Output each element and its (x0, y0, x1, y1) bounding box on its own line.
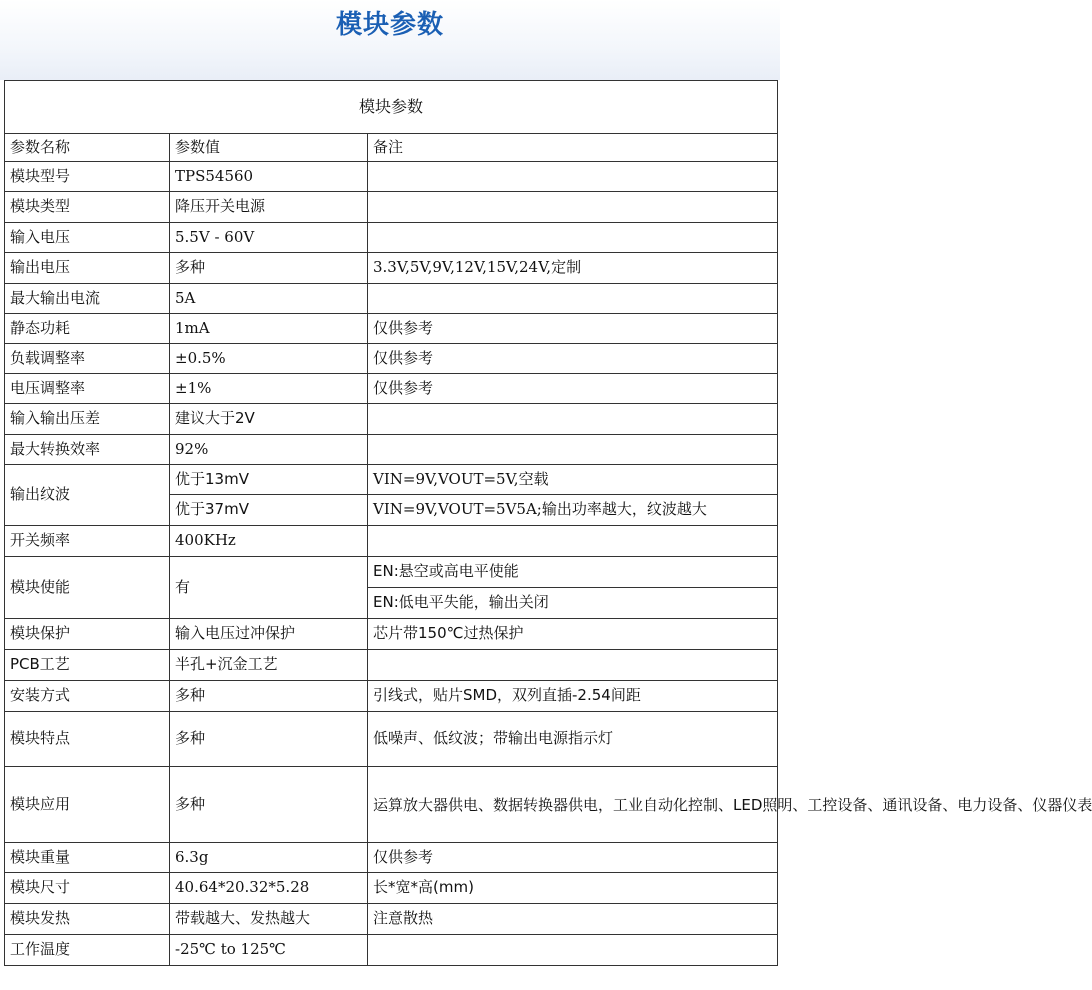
param-note (368, 284, 778, 314)
header-cell: 参数值 (170, 134, 368, 162)
param-note: 低噪声、低纹波；带输出电源指示灯 (368, 712, 778, 767)
param-name: 模块保护 (5, 619, 170, 650)
param-value: 带载越大、发热越大 (170, 904, 368, 935)
param-value: 400KHz (170, 526, 368, 557)
table-row (5, 557, 778, 588)
table-row (5, 767, 778, 843)
param-name: 模块尺寸 (5, 873, 170, 904)
param-name: 输出纹波 (5, 465, 170, 526)
param-note: EN:低电平失能，输出关闭 (368, 588, 778, 619)
table-row (5, 284, 778, 314)
table-row (5, 253, 778, 284)
table-row (5, 374, 778, 404)
param-value: ±0.5% (170, 344, 368, 374)
table-row (5, 435, 778, 465)
param-value: 92% (170, 435, 368, 465)
header-cell: 参数名称 (5, 134, 170, 162)
table-row (5, 650, 778, 681)
param-name: 模块发热 (5, 904, 170, 935)
param-name: PCB工艺 (5, 650, 170, 681)
param-value: 降压开关电源 (170, 192, 368, 223)
parameter-table (4, 80, 1092, 966)
table-row (5, 843, 778, 873)
param-value: 5.5V - 60V (170, 223, 368, 253)
param-note: 仅供参考 (368, 843, 778, 873)
param-name: 输入输出压差 (5, 404, 170, 435)
param-note: 长*宽*高(mm) (368, 873, 778, 904)
param-value: ±1% (170, 374, 368, 404)
param-note (368, 404, 778, 435)
param-value: 多种 (170, 712, 368, 767)
table-row (5, 223, 778, 253)
param-note (368, 192, 778, 223)
param-name: 电压调整率 (5, 374, 170, 404)
param-note (368, 526, 778, 557)
param-note (368, 223, 778, 253)
param-value: 半孔+沉金工艺 (170, 650, 368, 681)
param-name: 最大转换效率 (5, 435, 170, 465)
param-name: 模块型号 (5, 162, 170, 192)
page-header (0, 0, 780, 80)
table-row (5, 526, 778, 557)
param-note (368, 935, 778, 966)
param-value: 优于13mV (170, 465, 368, 495)
param-note: 引线式，贴片SMD，双列直插-2.54间距 (368, 681, 778, 712)
table-caption: 模块参数 (5, 81, 778, 134)
table-row (5, 404, 778, 435)
param-note: 芯片带150℃过热保护 (368, 619, 778, 650)
table-row (5, 904, 778, 935)
param-value: -25℃ to 125℃ (170, 935, 368, 966)
table-row (5, 162, 778, 192)
param-name: 模块重量 (5, 843, 170, 873)
param-note: EN:悬空或高电平使能 (368, 557, 778, 588)
table-row (5, 681, 778, 712)
table-row (5, 192, 778, 223)
param-name: 最大输出电流 (5, 284, 170, 314)
table-row (5, 314, 778, 344)
param-value: 6.3g (170, 843, 368, 873)
table-row (5, 873, 778, 904)
param-value: 多种 (170, 253, 368, 284)
param-note (368, 650, 778, 681)
param-name: 模块应用 (5, 767, 170, 843)
param-value: 多种 (170, 767, 368, 843)
param-note: 仅供参考 (368, 314, 778, 344)
param-note: VIN=9V,VOUT=5V,空载 (368, 465, 778, 495)
param-value: 5A (170, 284, 368, 314)
param-name: 模块使能 (5, 557, 170, 619)
param-name: 负载调整率 (5, 344, 170, 374)
param-name: 安装方式 (5, 681, 170, 712)
param-note (368, 162, 778, 192)
param-value: 多种 (170, 681, 368, 712)
param-value: 优于37mV (170, 495, 368, 526)
header-row (5, 134, 778, 162)
param-name: 模块类型 (5, 192, 170, 223)
param-name: 静态功耗 (5, 314, 170, 344)
param-value: 1mA (170, 314, 368, 344)
param-value: 40.64*20.32*5.28 (170, 873, 368, 904)
param-value: 建议大于2V (170, 404, 368, 435)
param-note: 运算放大器供电、数据转换器供电，工业自动化控制、LED照明、工控设备、通讯设备、电力设备、仪器仪表 (368, 767, 778, 843)
table-row (5, 344, 778, 374)
param-name: 开关频率 (5, 526, 170, 557)
page-title: 模块参数 (335, 10, 444, 40)
table-row (5, 712, 778, 767)
param-note: 仅供参考 (368, 374, 778, 404)
param-name: 输入电压 (5, 223, 170, 253)
table-row (5, 465, 778, 495)
table-row (5, 619, 778, 650)
param-name: 输出电压 (5, 253, 170, 284)
param-note (368, 435, 778, 465)
param-note: VIN=9V,VOUT=5V5A;输出功率越大，纹波越大 (368, 495, 778, 526)
header-cell: 备注 (368, 134, 778, 162)
param-value: 有 (170, 557, 368, 619)
caption-row (5, 81, 778, 134)
param-value: TPS54560 (170, 162, 368, 192)
param-value: 输入电压过冲保护 (170, 619, 368, 650)
param-note: 仅供参考 (368, 344, 778, 374)
param-name: 工作温度 (5, 935, 170, 966)
param-note: 3.3V,5V,9V,12V,15V,24V,定制 (368, 253, 778, 284)
table-row (5, 935, 778, 966)
param-name: 模块特点 (5, 712, 170, 767)
param-note: 注意散热 (368, 904, 778, 935)
